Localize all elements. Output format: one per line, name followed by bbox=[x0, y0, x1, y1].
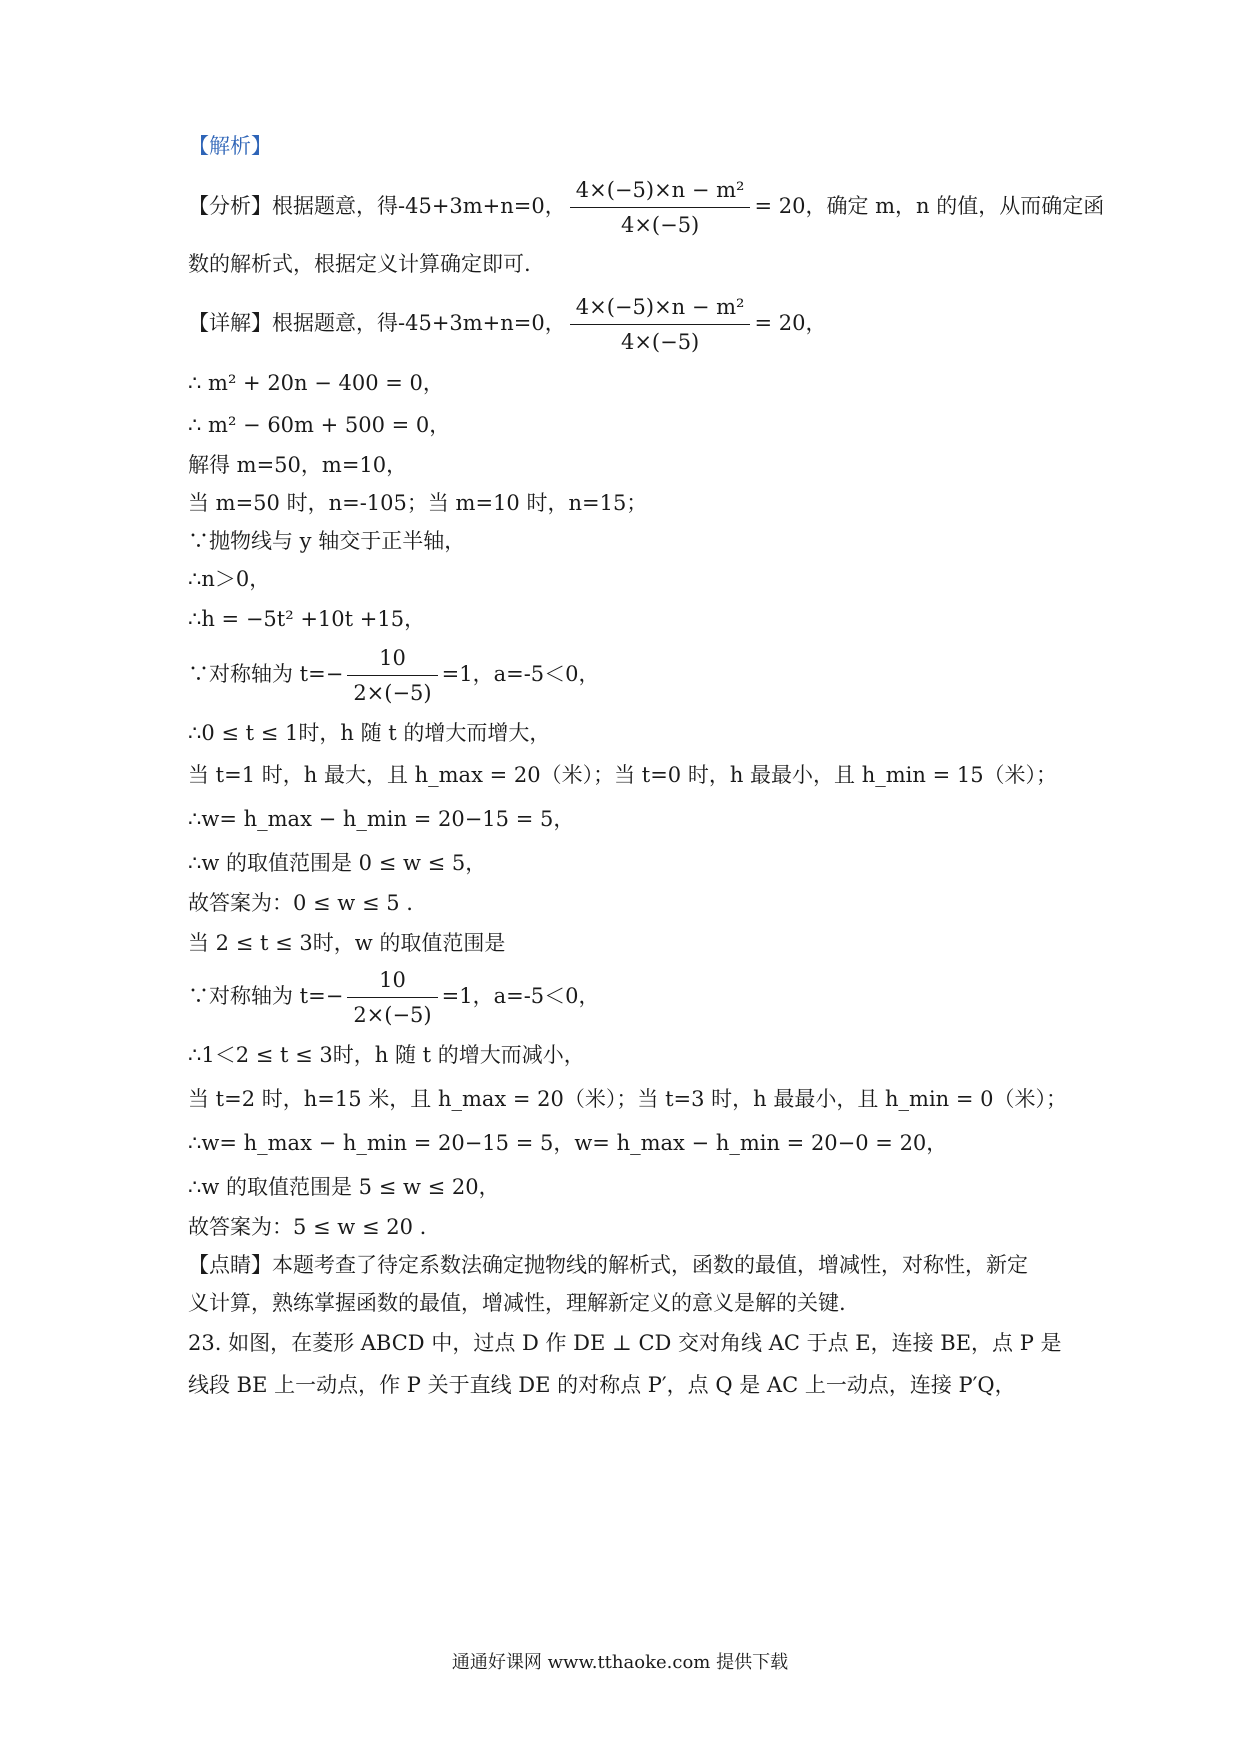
step-15 bbox=[188, 966, 600, 1029]
step-6: ∴n＞0， bbox=[188, 567, 271, 591]
step-14: 当 2 ≤ t ≤ 3时，w 的取值范围是 bbox=[188, 931, 506, 955]
step-20: 故答案为：5 ≤ w ≤ 20 . bbox=[188, 1215, 427, 1239]
step-10: 当 t=1 时，h 最大，且 h_max = 20（米）；当 t=0 时，h 最最小，且 h_min = 15（米）； bbox=[188, 763, 1058, 787]
step-17: 当 t=2 时，h=15 米，且 h_max = 20（米）；当 t=3 时，h 最最小，且 h_min = 0（米）； bbox=[188, 1087, 1068, 1111]
step-7: ∴h = −5t² +10t +15， bbox=[188, 607, 426, 631]
axis2-fraction-denominator: 2×(−5) bbox=[353, 1003, 432, 1027]
page-footer: 通通好课网 www.tthaoke.com 提供下载 bbox=[451, 1652, 789, 1673]
detail-text-a: 【详解】根据题意，得-45+3m+n=0， bbox=[188, 311, 566, 335]
step-11: ∴w= h_max − h_min = 20−15 = 5， bbox=[188, 807, 575, 831]
axis-fraction bbox=[347, 644, 437, 707]
question-23-line-2: 线段 BE 上一动点，作 P 关于直线 DE 的对称点 P′，点 Q 是 AC 上一动点，连接 P′Q， bbox=[188, 1373, 1016, 1397]
step-2: ∴ m² − 60m + 500 = 0， bbox=[188, 413, 451, 437]
axis2-text-b: =1，a=-5＜0， bbox=[441, 984, 600, 1008]
step-9: ∴0 ≤ t ≤ 1时，h 随 t 的增大而增大， bbox=[188, 721, 551, 745]
analysis-text-a: 【分析】根据题意，得-45+3m+n=0， bbox=[188, 194, 566, 218]
axis-text-a: ∵对称轴为 t=− bbox=[188, 662, 344, 686]
comment-line-1: 【点睛】本题考查了待定系数法确定抛物线的解析式，函数的最值，增减性，对称性，新定 bbox=[188, 1253, 1028, 1277]
axis2-text-a: ∵对称轴为 t=− bbox=[188, 984, 344, 1008]
analysis-line-2: 数的解析式，根据定义计算确定即可. bbox=[188, 252, 531, 276]
detail-fraction-denominator: 4×(−5) bbox=[620, 330, 700, 354]
jiexi-heading: 【解析】 bbox=[188, 134, 272, 158]
detail-line-1 bbox=[188, 293, 826, 356]
analysis-text-b: = 20，确定 m，n 的值，从而确定函 bbox=[754, 194, 1105, 218]
axis-fraction-denominator: 2×(−5) bbox=[353, 681, 432, 705]
axis-fraction-numerator: 10 bbox=[347, 644, 437, 676]
analysis-fraction-numerator: 4×(−5)×n − m² bbox=[570, 176, 751, 208]
step-5: ∵抛物线与 y 轴交于正半轴， bbox=[188, 529, 466, 553]
step-19: ∴w 的取值范围是 5 ≤ w ≤ 20， bbox=[188, 1175, 500, 1199]
analysis-fraction bbox=[570, 176, 751, 239]
detail-fraction-numerator: 4×(−5)×n − m² bbox=[570, 293, 751, 325]
axis2-fraction-numerator: 10 bbox=[347, 966, 437, 998]
axis-text-b: =1，a=-5＜0， bbox=[441, 662, 600, 686]
detail-text-b: = 20， bbox=[754, 311, 827, 335]
analysis-fraction-denominator: 4×(−5) bbox=[620, 213, 700, 237]
step-4: 当 m=50 时，n=-105；当 m=10 时，n=15； bbox=[188, 491, 648, 515]
step-16: ∴1＜2 ≤ t ≤ 3时，h 随 t 的增大而减小， bbox=[188, 1043, 585, 1067]
comment-line-2: 义计算，熟练掌握函数的最值，增减性，理解新定义的意义是解的关键. bbox=[188, 1291, 846, 1315]
step-13: 故答案为：0 ≤ w ≤ 5 . bbox=[188, 891, 413, 915]
step-18: ∴w= h_max − h_min = 20−15 = 5，w= h_max − h_min = 20−0 = 20， bbox=[188, 1131, 948, 1155]
detail-fraction bbox=[570, 293, 751, 356]
step-3: 解得 m=50，m=10， bbox=[188, 453, 408, 477]
step-12: ∴w 的取值范围是 0 ≤ w ≤ 5， bbox=[188, 851, 487, 875]
axis2-fraction bbox=[347, 966, 437, 1029]
step-8 bbox=[188, 644, 600, 707]
analysis-line-1 bbox=[188, 176, 1104, 239]
step-1: ∴ m² + 20n − 400 = 0， bbox=[188, 371, 444, 395]
question-23-line-1: 23. 如图，在菱形 ABCD 中，过点 D 作 DE ⊥ CD 交对角线 AC 于点 E，连接 BE，点 P 是 bbox=[188, 1331, 1062, 1355]
